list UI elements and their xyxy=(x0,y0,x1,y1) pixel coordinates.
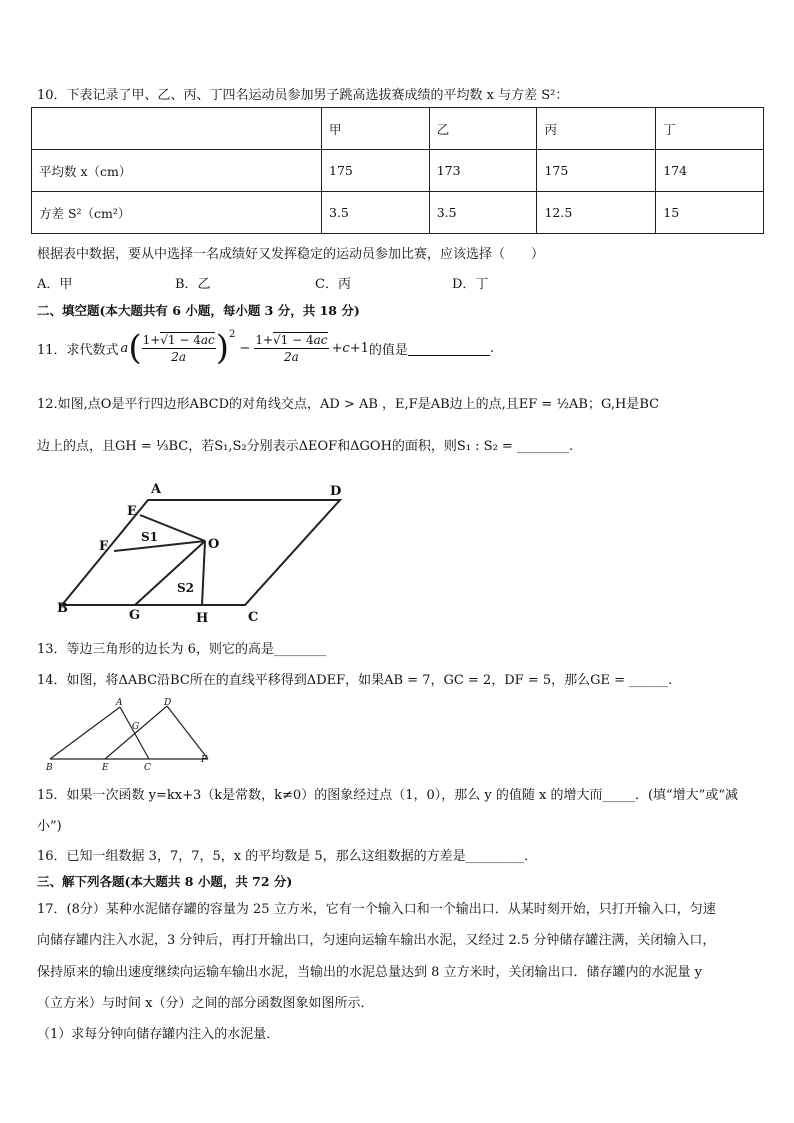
scores-table xyxy=(31,107,764,234)
q15-line2: 小”) xyxy=(37,819,62,834)
table-cell: 12.5 xyxy=(537,192,656,234)
label-b: B xyxy=(57,601,68,616)
label-e: E xyxy=(127,504,137,519)
formula-paren: ) xyxy=(215,328,230,368)
row-label: 平均数 x（cm） xyxy=(32,150,322,192)
formula-minus: − xyxy=(239,340,251,356)
section-2-heading: 二、填空题(本大题共有 6 小题，每小题 3 分，共 18 分) xyxy=(37,303,360,318)
q13: 13．等边三角形的边长为 6，则它的高是________ xyxy=(37,642,326,657)
q17-line3: 保持原来的输出速度继续向运输车输出水泥，当输出的水泥总量达到 8 立方米时，关闭输出口．储存罐内的水泥量 y xyxy=(37,965,703,980)
q11: 11．求代数式 a ( $\frac{1+√1 - 4ac}{2a}$ ) 2 − $\frac{1+√1 - 4ac}{2a}$ +c+1 的值是 . xyxy=(37,328,495,368)
label-a: A xyxy=(116,698,123,708)
formula-var-a: a xyxy=(120,340,129,356)
answer-blank[interactable] xyxy=(408,341,490,356)
table-cell: 3.5 xyxy=(429,192,537,234)
table-header-cell xyxy=(32,108,322,150)
section-3-heading: 三、解下列各题(本大题共 8 小题，共 72 分) xyxy=(37,874,293,889)
table-cell: 175 xyxy=(322,150,430,192)
segment-oh xyxy=(202,541,205,605)
label-c: C xyxy=(248,610,259,625)
q17-line4: （立方米）与时间 x（分）之间的部分函数图象如图所示． xyxy=(37,996,374,1011)
label-b: B xyxy=(46,763,53,773)
label-g: G xyxy=(132,722,140,732)
segment-og xyxy=(135,541,205,605)
table-cell: 173 xyxy=(429,150,537,192)
label-e: E xyxy=(102,763,109,773)
q10-option-a: A．甲 xyxy=(37,277,73,292)
label-f: F xyxy=(201,755,208,765)
row-label: 方差 S²（cm²） xyxy=(32,192,322,234)
q10-stem: 10．下表记录了甲、乙、丙、丁四名运动员参加男子跳高选拔赛成绩的平均数 x 与方差 S²： xyxy=(37,88,569,103)
translated-triangles-figure xyxy=(40,696,220,776)
q14: 14．如图，将ΔABC沿BC所在的直线平移得到ΔDEF，如果AB = 7，GC = 2，DF = 5，那么GE = ______. xyxy=(37,673,673,688)
q17-sub1: （1）求每分钟向储存罐内注入的水泥量． xyxy=(37,1027,280,1042)
label-s2: S2 xyxy=(177,581,195,595)
segment-fo xyxy=(114,541,205,551)
parallelogram-figure xyxy=(50,478,360,628)
table-row xyxy=(32,192,764,234)
table-header-cell: 甲 xyxy=(322,108,430,150)
table-header-cell: 丁 xyxy=(656,108,764,150)
table-header-cell: 乙 xyxy=(429,108,537,150)
formula-tail: +c+1 xyxy=(331,340,369,356)
formula-paren: ( xyxy=(128,328,142,368)
label-c: C xyxy=(144,763,151,773)
q17-line2: 向储存罐内注入水泥，3 分钟后，再打开输出口，匀速向运输车输出水泥，又经过 2.5 分钟储存罐注满，关闭输入口， xyxy=(37,933,716,948)
label-f: F xyxy=(99,539,109,554)
q10-option-c: C．丙 xyxy=(315,277,351,292)
segment-df xyxy=(167,706,208,759)
table-header-cell: 丙 xyxy=(537,108,656,150)
q10-question: 根据表中数据，要从中选择一名成绩好又发挥稳定的运动员参加比赛，应该选择（ ） xyxy=(37,247,545,262)
table-cell: 15 xyxy=(656,192,764,234)
q10-option-d: D．丁 xyxy=(452,277,489,292)
q15-line1: 15．如果一次函数 y=kx+3（k是常数，k≠0）的图象经过点（1，0），那么 y 的值随 x 的增大而_____．(填“增大”或“减 xyxy=(37,788,738,803)
q12-line2: 边上的点，且GH = ⅓BC，若S₁,S₂分别表示ΔEOF和ΔGOH的面积，则S₁ : S₂ = ________. xyxy=(37,439,574,454)
table-cell: 175 xyxy=(537,150,656,192)
table-cell: 174 xyxy=(656,150,764,192)
label-g: G xyxy=(129,608,141,623)
q11-prefix: 11．求代数式 xyxy=(37,342,119,358)
label-d: D xyxy=(330,484,342,499)
q10-option-b: B．乙 xyxy=(175,277,211,292)
segment-ab xyxy=(50,707,120,759)
q12-line1: 12.如图,点O是平行四边形ABCD的对角线交点，AD > AB ，E,F是AB边上的点,且EF = ½AB；G,H是BC xyxy=(37,397,660,412)
label-d: D xyxy=(164,698,172,708)
label-o: O xyxy=(208,537,220,552)
formula-exponent: 2 xyxy=(229,328,236,340)
label-a: A xyxy=(151,482,162,497)
table-cell: 3.5 xyxy=(322,192,430,234)
label-h: H xyxy=(196,611,209,626)
segment-de xyxy=(105,706,167,759)
label-s1: S1 xyxy=(141,530,159,544)
table-header-row xyxy=(32,108,764,150)
q11-suffix: 的值是 xyxy=(368,342,408,358)
q17-line1: 17．(8分）某种水泥储存罐的容量为 25 立方米，它有一个输入口和一个输出口．从某时刻开始，只打开输入口，匀速 xyxy=(37,902,716,917)
formula-fraction: $\frac{1+√1 - 4ac}{2a}$ xyxy=(142,332,215,364)
formula-fraction: $\frac{1+√1 - 4ac}{2a}$ xyxy=(255,332,328,364)
q16: 16．已知一组数据 3，7，7，5，x 的平均数是 5，那么这组数据的方差是_________． xyxy=(37,849,538,864)
table-row xyxy=(32,150,764,192)
